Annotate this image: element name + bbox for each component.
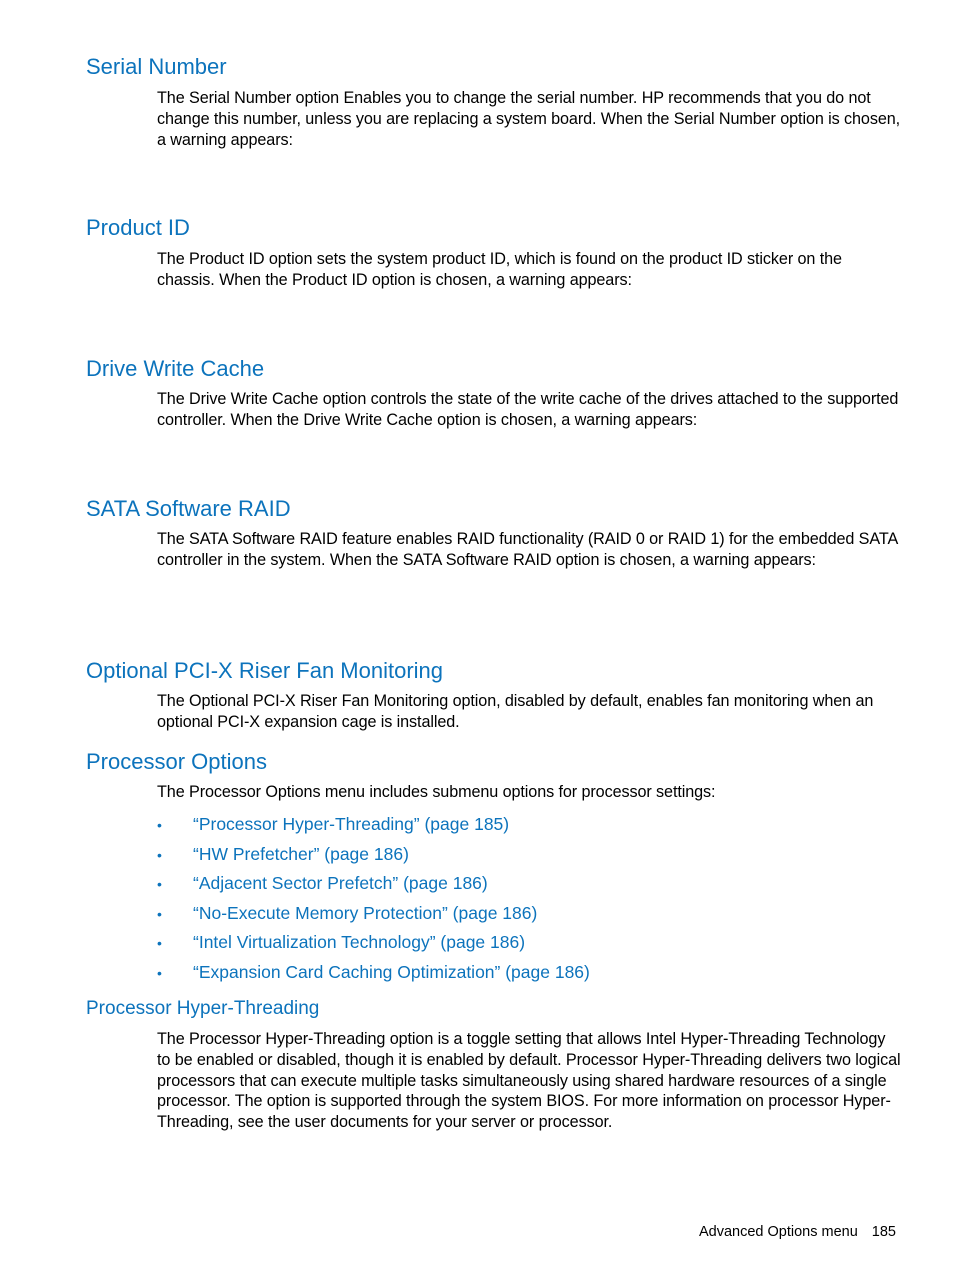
paragraph-processor-options: The Processor Options menu includes submenu options for processor settings: bbox=[157, 783, 716, 801]
footer-page-number: 185 bbox=[871, 1224, 896, 1240]
paragraph-sata-software-raid: The SATA Software RAID feature enables RAID functionality (RAID 0 or RAID 1) for the embedded SATA controller in the system. When the SATA Software RAID option is chosen, a warning appears: bbox=[157, 530, 898, 569]
paragraph-pcix-riser-fan-monitoring: The Optional PCI-X Riser Fan Monitoring option, disabled by default, enables fan monitoring when an optional PCI-X expansion cage is installed. bbox=[157, 692, 874, 731]
paragraph-processor-hyper-threading: The Processor Hyper-Threading option is a toggle setting that allows Intel Hyper-Threading Technology to be enabled or disabled, though it is enabled by default. Processor Hyper-Threading delivers two logical processors that can execute multiple tasks simultaneously using shared hardware resources of a single processor. The option is supported through the system BIOS. For more information on processor Hyper-Threading, see the user documents for your server or processor. bbox=[157, 1030, 901, 1132]
bullet-icon: • bbox=[157, 905, 162, 922]
heading-serial-number: Serial Number bbox=[86, 54, 227, 79]
list-item bbox=[157, 843, 590, 873]
link-adjacent-sector-prefetch[interactable]: “Adjacent Sector Prefetch” (page 186) bbox=[193, 873, 488, 893]
subheading-processor-hyper-threading: Processor Hyper-Threading bbox=[86, 998, 320, 1019]
footer-section-title: Advanced Options menu bbox=[699, 1224, 858, 1240]
paragraph-drive-write-cache: The Drive Write Cache option controls the state of the write cache of the drives attached to the supported controller. When the Drive Write Cache option is chosen, a warning appears: bbox=[157, 390, 899, 429]
heading-drive-write-cache: Drive Write Cache bbox=[86, 356, 265, 381]
bullet-icon: • bbox=[157, 964, 162, 981]
list-item bbox=[157, 872, 590, 902]
heading-pcix-riser-fan-monitoring: Optional PCI-X Riser Fan Monitoring bbox=[86, 658, 444, 683]
list-item bbox=[157, 931, 590, 961]
link-hw-prefetcher[interactable]: “HW Prefetcher” (page 186) bbox=[193, 843, 409, 864]
link-no-execute-memory-protection[interactable]: “No-Execute Memory Protection” (page 186) bbox=[193, 902, 538, 923]
processor-options-link-list bbox=[157, 813, 590, 990]
list-item bbox=[157, 902, 590, 932]
heading-sata-software-raid: SATA Software RAID bbox=[86, 496, 291, 521]
bullet-icon: • bbox=[157, 935, 162, 951]
link-intel-virtualization-technology[interactable]: “Intel Virtualization Technology” (page 186) bbox=[193, 932, 526, 952]
paragraph-product-id: The Product ID option sets the system product ID, which is found on the product ID sticker on the chassis. When the Product ID option is chosen, a warning appears: bbox=[157, 250, 842, 289]
link-processor-hyper-threading[interactable]: “Processor Hyper-Threading” (page 185) bbox=[193, 814, 510, 834]
bullet-icon: • bbox=[157, 846, 162, 863]
bullet-icon: • bbox=[157, 817, 162, 833]
paragraph-serial-number: The Serial Number option Enables you to change the serial number. HP recommends that you do not change this number, unless you are replacing a system board. When the Serial Number option is chosen, a warning appears: bbox=[157, 89, 901, 149]
bullet-icon: • bbox=[157, 876, 162, 892]
link-expansion-card-caching-optimization[interactable]: “Expansion Card Caching Optimization” (page 186) bbox=[193, 961, 590, 982]
heading-processor-options: Processor Options bbox=[86, 749, 267, 774]
page-footer bbox=[699, 1223, 896, 1241]
heading-product-id: Product ID bbox=[86, 215, 190, 240]
list-item bbox=[157, 813, 590, 843]
list-item bbox=[157, 961, 590, 991]
